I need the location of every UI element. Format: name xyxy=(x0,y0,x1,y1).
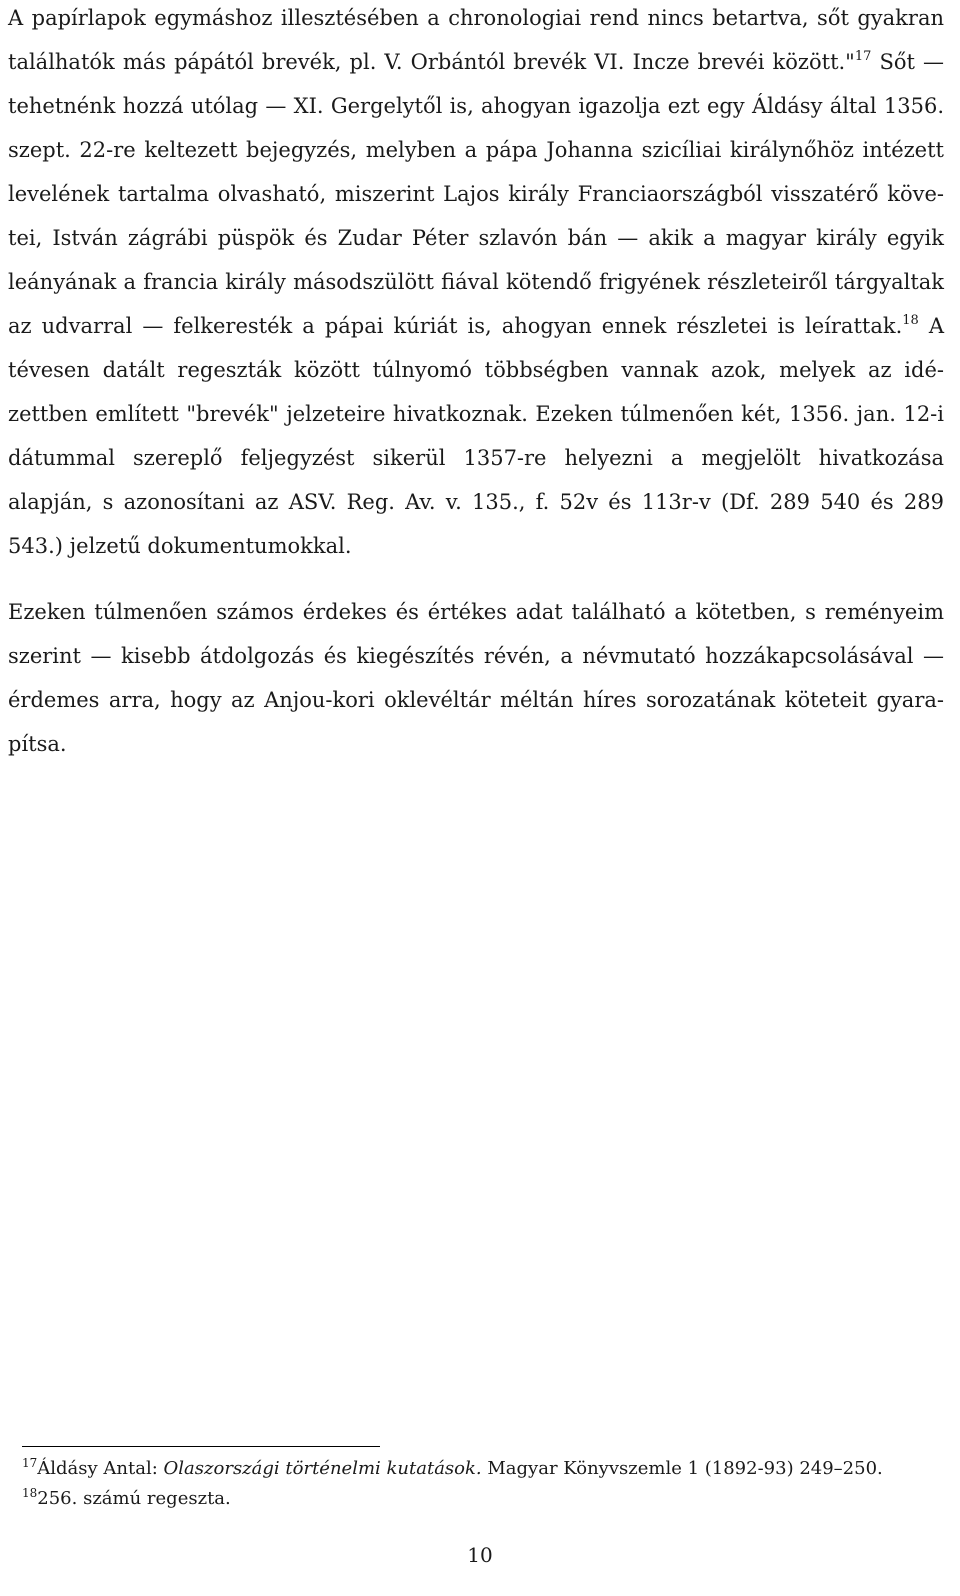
footnote-number: 17 xyxy=(22,1456,38,1470)
footnote-number: 18 xyxy=(22,1486,38,1500)
footnote-18 xyxy=(22,1484,942,1514)
footnote-title: Olaszországi történelmi kutatások. xyxy=(163,1458,482,1479)
footnote-author: Áldásy Antal: xyxy=(37,1458,164,1479)
paragraph-1-text-a: A papírlapok egymáshoz illesztésében a chronologiai rend nincs betartva, sőt gyakran találhatók más pápától brevék, pl. V. Orbántól brevék VI. Incze brevéi között." xyxy=(8,6,944,74)
footnote-divider xyxy=(22,1446,380,1447)
paragraph-1-text-b: Sőt — tehetnénk hozzá utólag — XI. Gergelytől is, ahogyan igazolja ezt egy Áldásy által 1356. szept. 22-re keltezett bejegyzés, melyben a pápa Johanna szicíliai királynőhöz intézett levelének tartalma olvasható, miszerint Lajos király Franciaországból visszatérő követei, István zágrábi püspök és Zudar Péter szlavón bán — akik a magyar király egyik leányának a francia király másodszülött fiával kötendő frigyének részleteiről tárgyaltak az udvarral — felkeresték a pápai kúriát is, ahogyan ennek részletei is leírattak. xyxy=(8,50,944,338)
footnote-17 xyxy=(22,1454,942,1484)
document-page xyxy=(8,0,944,766)
footnote-citation: Magyar Könyvszemle 1 (1892-93) 249–250. xyxy=(481,1458,883,1479)
footnote-ref-17[interactable]: 17 xyxy=(854,49,872,64)
paragraph-1-text-c: A tévesen datált regeszták között túlnyomó többségben vannak azok, melyek az idézettben említett "brevék" jelzeteire hivatkoznak. Ezeken túlmenően két, 1356. jan. 12-i dátummal szereplő feljegyzést sikerül 1357-re helyezni a megjelölt hivatkozása alapján, s azonosítani az ASV. Reg. Av. v. 135., f. 52v és 113r-v (Df. 289 540 és 289 543.) jelzetű dokumentumokkal. xyxy=(8,314,944,558)
body-paragraph-1 xyxy=(8,0,944,568)
footnote-text: 256. számú regeszta. xyxy=(37,1488,231,1509)
footnote-ref-18[interactable]: 18 xyxy=(902,313,919,328)
body-paragraph-2: Ezeken túlmenően számos érdekes és értékes adat található a kötetben, s reményeim szerint — kisebb átdolgozás és kiegészítés révén, a névmutató hozzákapcsolásával — érdemes arra, hogy az Anjou-kori oklevéltár méltán híres sorozatának köteteit gyarapítsa. xyxy=(8,600,944,756)
footnotes-section xyxy=(22,1454,942,1514)
page-number: 10 xyxy=(467,1543,493,1567)
